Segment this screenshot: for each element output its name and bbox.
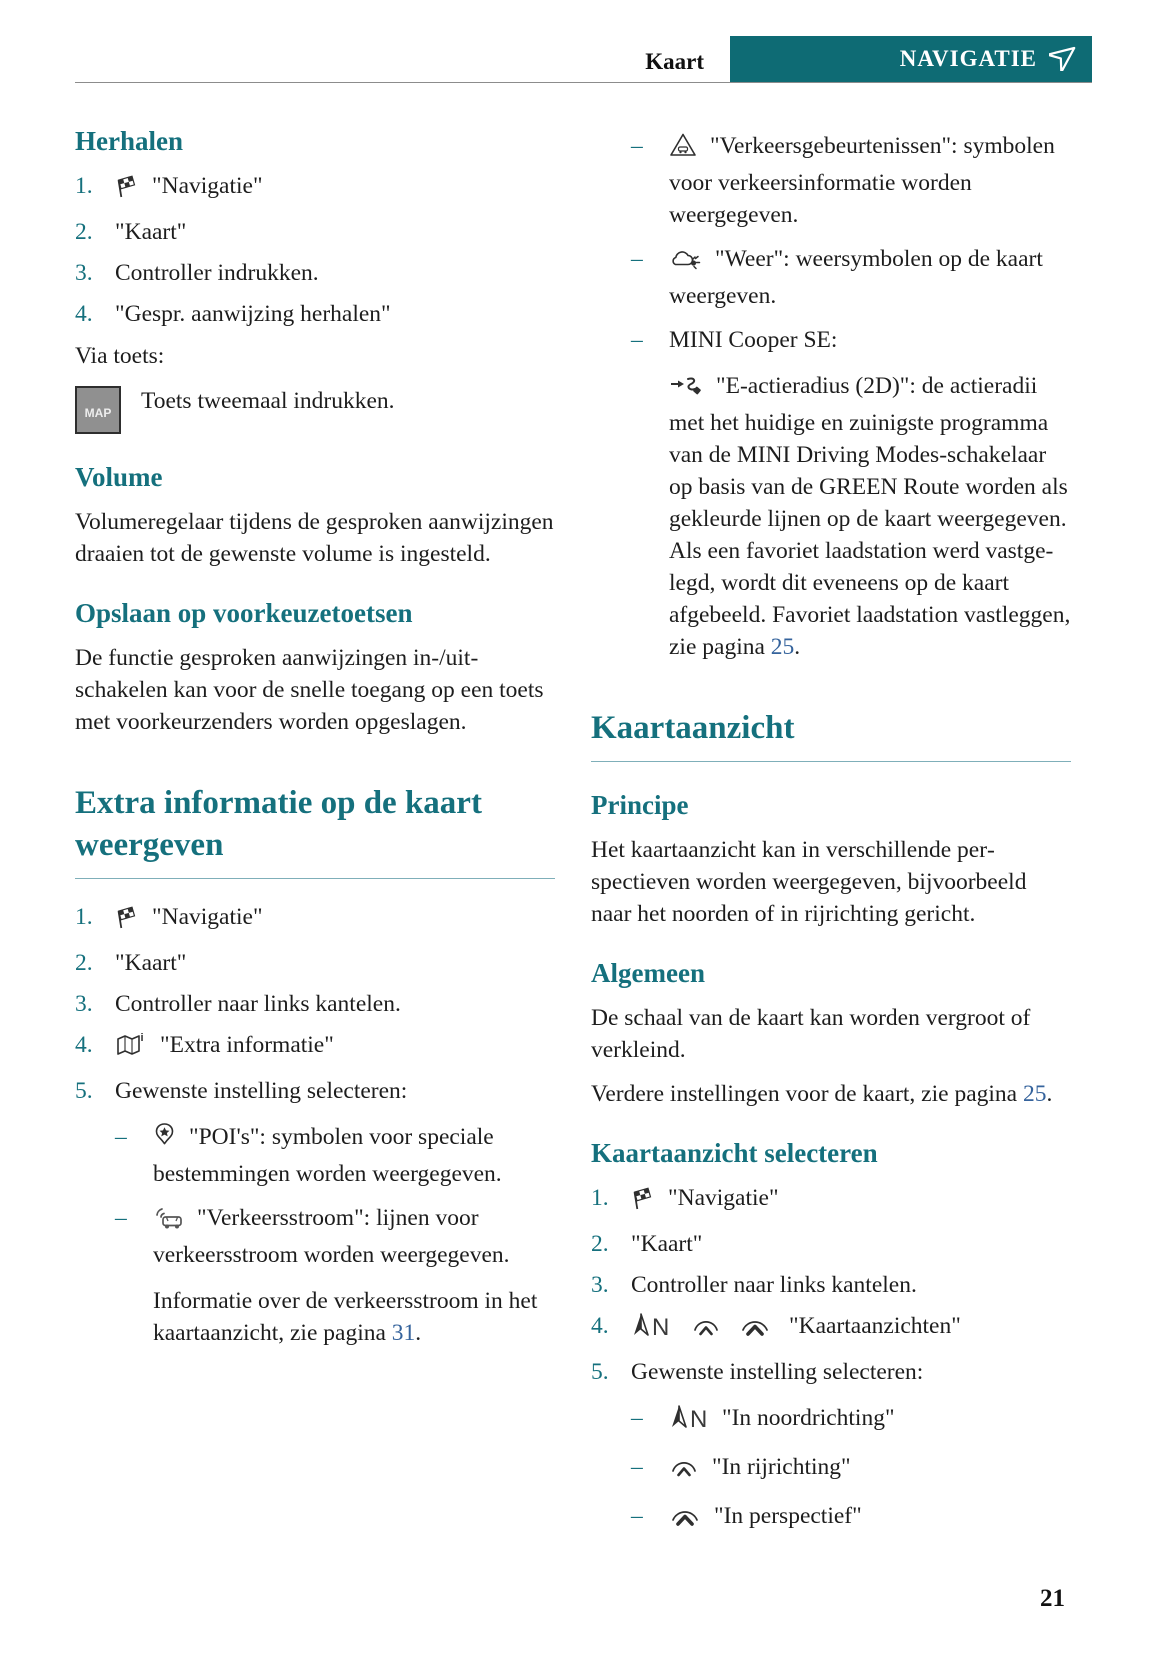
chapter-title-extra-informatie: Extra informatie op de kaart weergeven bbox=[75, 782, 555, 879]
list-item: 4. i "Extra informatie" bbox=[75, 1029, 555, 1066]
north-up-arrow-n-icon bbox=[669, 1403, 709, 1439]
page-reference-link[interactable]: 31 bbox=[391, 1320, 416, 1346]
section-title-opslaan: Opslaan op voorkeuzetoetsen bbox=[75, 598, 413, 628]
option-perspectief: – "In perspectief" bbox=[669, 1500, 1071, 1537]
list-item: 3. Controller naar links kantelen. bbox=[75, 991, 401, 1017]
list-item: 5. Gewenste instelling selecteren: bbox=[591, 1359, 924, 1385]
section-title-herhalen: Herhalen bbox=[75, 126, 183, 156]
chapter-title-kaartaanzicht: Kaartaanzicht bbox=[591, 707, 1071, 762]
checkered-flag-icon bbox=[115, 174, 139, 207]
opslaan-body: De functie gesproken aanwijzingen in-/uitschakelen kan voor de snelle toegang op een toets met voorkeurzenders worden opgeslagen. bbox=[75, 645, 544, 735]
list-item: 1. "Navigatie" bbox=[75, 170, 555, 207]
right-column bbox=[591, 112, 1071, 1549]
list-item: 1. "Navigatie" bbox=[75, 901, 555, 938]
extra-option-list-continued bbox=[591, 130, 1071, 356]
svg-text:i: i bbox=[140, 1032, 144, 1044]
option-mini-cooper-se: – MINI Cooper SE: bbox=[631, 327, 838, 353]
list-item: 1. "Navigatie" bbox=[591, 1182, 1071, 1219]
map-key-row bbox=[75, 386, 555, 434]
option-verkeersstroom: – "Verkeersstroom": lijnen voor verkeersstroom worden weergegeven. bbox=[115, 1205, 510, 1268]
list-item: 3. Controller indrukken. bbox=[75, 260, 319, 286]
map-key-instruction: Toets tweemaal indrukken. bbox=[141, 388, 395, 414]
page-reference-link[interactable]: 25 bbox=[1022, 1081, 1047, 1107]
section-title-algemeen: Algemeen bbox=[591, 958, 705, 988]
svg-text:N: N bbox=[690, 1406, 708, 1430]
map-info-icon bbox=[115, 1032, 147, 1066]
option-verkeersgebeurtenissen: – "Verkeersgebeurtenissen": symbolen voor verkeersinformatie worden weergegeven. bbox=[631, 133, 1055, 228]
traffic-flow-note: Informatie over de verkeersstroom in het kaartaanzicht, zie pagina 31. bbox=[153, 1288, 538, 1346]
section-title-kaartaanzicht-selecteren: Kaartaanzicht selecteren bbox=[591, 1138, 878, 1168]
algemeen-body-2: Verdere instellingen voor de kaart, zie pagina 25. bbox=[591, 1081, 1053, 1107]
page-number: 21 bbox=[1040, 1585, 1065, 1612]
list-item: 2. "Kaart" bbox=[75, 950, 187, 976]
chapter-band bbox=[730, 36, 1092, 82]
option-noordrichting: – N "In noordrichting" bbox=[669, 1402, 1071, 1439]
via-toets-text: Via toets: bbox=[75, 343, 165, 369]
weather-cloud-sun-icon bbox=[669, 247, 702, 280]
chapter-label: NAVIGATIE bbox=[899, 46, 1037, 71]
section-title-principe: Principe bbox=[591, 790, 689, 820]
e-range-arrow-plug-icon bbox=[669, 375, 703, 407]
option-pois: – "POI's": symbolen voor speciale bestemmingen worden weergegeven. bbox=[115, 1124, 502, 1187]
list-item: 5. Gewenste instelling selecteren: bbox=[75, 1078, 408, 1104]
algemeen-body-1: De schaal van de kaart kan worden vergroot of verkleind. bbox=[591, 1005, 1031, 1063]
principe-body: Het kaartaanzicht kan in verschillende perspectieven worden weergegeven, bijvoorbeeld naar het noorden of in rijrichting gericht. bbox=[591, 837, 1027, 927]
left-column bbox=[75, 112, 555, 1349]
header-section-label: Kaart bbox=[645, 49, 704, 74]
svg-text:N: N bbox=[652, 1314, 670, 1338]
list-item: 4. N "Kaartaanzichten" bbox=[591, 1310, 1071, 1347]
poi-pin-star-icon bbox=[153, 1122, 176, 1158]
list-item: 3. Controller naar links kantelen. bbox=[591, 1272, 917, 1298]
page-header bbox=[75, 36, 1092, 83]
checkered-flag-icon bbox=[631, 1186, 655, 1219]
perspective-arc-icon bbox=[739, 1314, 771, 1347]
list-item: 4. "Gespr. aanwijzing herhalen" bbox=[75, 301, 391, 327]
e-range-paragraph: "E-actieradius (2D)": de actieradii met het huidige en zuinigste programma van de MINI Driving Modes-schakelaar op basis van de GREEN Route worden als gekleurde lijnen op de kaart weergegeven. Als een favoriet laadstation werd vastgelegd, wordt dit eveneens op de kaart afgebeeld. Favoriet laadstation vastleggen, zie pagina 25. bbox=[669, 373, 1071, 660]
section-title-volume: Volume bbox=[75, 462, 163, 492]
view-option-list bbox=[591, 1402, 1071, 1537]
volume-body: Volumeregelaar tijdens de gesproken aanwijzingen draaien tot de gewenste volume is ingesteld. bbox=[75, 509, 554, 567]
traffic-flow-car-icon bbox=[153, 1206, 184, 1239]
perspective-arc-icon bbox=[669, 1504, 701, 1537]
map-hardkey-button: MAP bbox=[75, 386, 121, 434]
option-weer: – "Weer": weersymbolen op de kaart weergeven. bbox=[631, 246, 1043, 309]
page-reference-link[interactable]: 25 bbox=[770, 634, 795, 660]
list-item: 2. "Kaart" bbox=[591, 1231, 703, 1257]
checkered-flag-icon bbox=[115, 905, 139, 938]
heading-up-arc-icon bbox=[691, 1314, 721, 1347]
north-up-arrow-n-icon bbox=[631, 1311, 673, 1347]
traffic-warning-triangle-icon bbox=[669, 132, 697, 167]
navigation-arrow-icon bbox=[1049, 41, 1079, 77]
extra-option-list bbox=[75, 1121, 555, 1271]
heading-up-arc-icon bbox=[669, 1455, 699, 1488]
list-item: 2. "Kaart" bbox=[75, 219, 187, 245]
option-rijrichting: – "In rijrichting" bbox=[669, 1451, 1071, 1488]
